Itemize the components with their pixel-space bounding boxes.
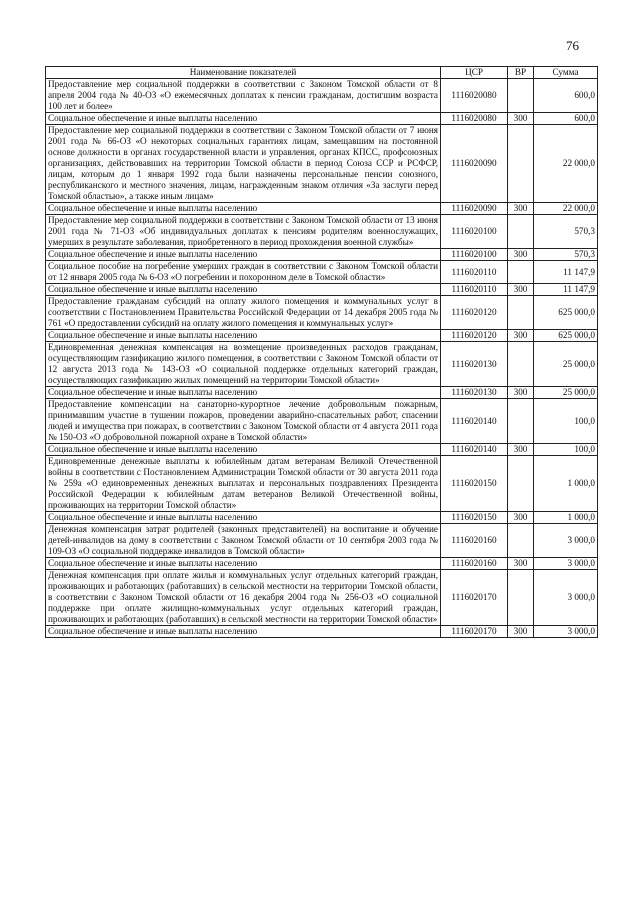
budget-table — [45, 66, 598, 638]
row-name-cell: Социальное обеспечение и иные выплаты населению — [46, 626, 441, 638]
row-vr-cell: 300 — [508, 558, 534, 570]
row-sum-cell: 25 000,0 — [534, 342, 598, 387]
table-row — [46, 626, 598, 638]
row-sum-cell: 3 000,0 — [534, 570, 598, 626]
row-sum-cell: 600,0 — [534, 113, 598, 125]
row-vr-cell — [508, 570, 534, 626]
row-csr-cell: 1116020140 — [441, 399, 508, 444]
row-csr-cell: 1116020090 — [441, 125, 508, 203]
row-sum-cell: 570,3 — [534, 249, 598, 261]
row-vr-cell — [508, 79, 534, 113]
table-row — [46, 570, 598, 626]
row-csr-cell: 1116020140 — [441, 444, 508, 456]
row-csr-cell: 1116020120 — [441, 296, 508, 330]
row-sum-cell: 3 000,0 — [534, 558, 598, 570]
header-csr: ЦСР — [441, 67, 508, 79]
row-vr-cell — [508, 524, 534, 558]
row-csr-cell: 1116020080 — [441, 79, 508, 113]
row-vr-cell: 300 — [508, 444, 534, 456]
row-vr-cell: 300 — [508, 330, 534, 342]
row-vr-cell: 300 — [508, 249, 534, 261]
row-csr-cell: 1116020110 — [441, 261, 508, 284]
row-csr-cell: 1116020170 — [441, 570, 508, 626]
table-row — [46, 330, 598, 342]
row-vr-cell: 300 — [508, 203, 534, 215]
row-name-cell: Единовременная денежная компенсация на возмещение произведенных расходов гражданам, осуществляющим газификацию жилого помещения, в соответствии с Законом Томской области от 12 августа 2013 года № 143-ОЗ «О социальной поддержке отдельных категорий граждан, осуществляющих газификацию жилых помещений на территории Томской области» — [46, 342, 441, 387]
row-csr-cell: 1116020130 — [441, 342, 508, 387]
row-csr-cell: 1116020130 — [441, 387, 508, 399]
table-row — [46, 215, 598, 249]
row-name-cell: Социальное обеспечение и иные выплаты населению — [46, 512, 441, 524]
table-row — [46, 444, 598, 456]
table-row — [46, 203, 598, 215]
row-sum-cell: 100,0 — [534, 444, 598, 456]
row-name-cell: Предоставление компенсации на санаторно-курортное лечение добровольным пожарным, принимавшим участие в тушении пожаров, проведении аварийно-спасательных работ, спасении людей и имущества при пожарах, в соответствии с Законом Томской области от 4 августа 2011 года № 150-ОЗ «О добровольной пожарной охране в Томской области» — [46, 399, 441, 444]
row-name-cell: Социальное обеспечение и иные выплаты населению — [46, 558, 441, 570]
row-vr-cell: 300 — [508, 284, 534, 296]
row-csr-cell: 1116020160 — [441, 558, 508, 570]
row-name-cell: Денежная компенсация при оплате жилья и коммунальных услуг отдельных категорий граждан, проживающих и работающих (работавших) в сельской местности на территории Томской области, в соответствии с Законом Томской области от 16 декабря 2004 года № 256-ОЗ «О социальной поддержке при оплате жилищно-коммунальных услуг отдельных категорий граждан, проживающих и работающих (работавших) в сельской местности на территории Томской области» — [46, 570, 441, 626]
table-row — [46, 125, 598, 203]
row-name-cell: Предоставление гражданам субсидий на оплату жилого помещения и коммунальных услуг в соответствии с Постановлением Правительства Российской Федерации от 14 декабря 2005 года № 761 «О предоставлении субсидий на оплату жилого помещения и коммунальных услуг» — [46, 296, 441, 330]
row-name-cell: Социальное обеспечение и иные выплаты населению — [46, 249, 441, 261]
row-vr-cell — [508, 215, 534, 249]
row-sum-cell: 1 000,0 — [534, 456, 598, 512]
row-sum-cell: 570,3 — [534, 215, 598, 249]
row-vr-cell — [508, 125, 534, 203]
header-vr: ВР — [508, 67, 534, 79]
row-vr-cell: 300 — [508, 113, 534, 125]
table-row — [46, 342, 598, 387]
row-vr-cell: 300 — [508, 387, 534, 399]
row-sum-cell: 25 000,0 — [534, 387, 598, 399]
row-csr-cell: 1116020100 — [441, 249, 508, 261]
row-csr-cell: 1116020080 — [441, 113, 508, 125]
table-row — [46, 249, 598, 261]
table-body — [46, 79, 598, 638]
row-name-cell: Денежная компенсация затрат родителей (законных представителей) на воспитание и обучение детей-инвалидов на дому в соответствии с Законом Томской области от 10 сентября 2003 года № 109-ОЗ «О социальной поддержке инвалидов в Томской области» — [46, 524, 441, 558]
row-sum-cell: 11 147,9 — [534, 284, 598, 296]
row-sum-cell: 22 000,0 — [534, 203, 598, 215]
table-row — [46, 387, 598, 399]
row-csr-cell: 1116020100 — [441, 215, 508, 249]
row-name-cell: Единовременные денежные выплаты к юбилейным датам ветеранам Великой Отечественной войны в соответствии с Постановлением Администрации Томской области от 30 августа 2011 года № 259а «О единовременных денежных выплатах и персональных поздравлениях Президента Российской Федерации к юбилейным датам ветеранов Великой Отечественной войны, проживающих на территории Томской области» — [46, 456, 441, 512]
row-name-cell: Предоставление мер социальной поддержки в соответствии с Законом Томской области от 8 апреля 2004 года № 40-ОЗ «О ежемесячных доплатах к пенсии гражданам, достигшим возраста 100 лет и более» — [46, 79, 441, 113]
table-row — [46, 558, 598, 570]
table-header-row — [46, 67, 598, 79]
row-vr-cell — [508, 296, 534, 330]
row-csr-cell: 1116020090 — [441, 203, 508, 215]
row-sum-cell: 3 000,0 — [534, 626, 598, 638]
row-vr-cell: 300 — [508, 512, 534, 524]
row-name-cell: Социальное обеспечение и иные выплаты населению — [46, 203, 441, 215]
table-row — [46, 524, 598, 558]
row-vr-cell: 300 — [508, 626, 534, 638]
table-row — [46, 113, 598, 125]
row-vr-cell — [508, 342, 534, 387]
row-name-cell: Социальное обеспечение и иные выплаты населению — [46, 444, 441, 456]
header-sum: Сумма — [534, 67, 598, 79]
header-name: Наименование показателей — [46, 67, 441, 79]
row-name-cell: Предоставление мер социальной поддержки в соответствии с Законом Томской области от 7 июня 2001 года № 66-ОЗ «О некоторых социальных гарантиях лицам, замещавшим на постоянной основе должности в органах государственной власти и управления, органах КПСС, профсоюзных организациях, действовавших на территории Томской области в период Союза ССР и РСФСР, лицам, которым до 1 января 1992 года были назначены персональные пенсии союзного, республиканского и местного значения, лицам, награжденным знаком отличия «За заслуги перед Томской областью», а также иным лицам» — [46, 125, 441, 203]
table-row — [46, 261, 598, 284]
row-name-cell: Социальное обеспечение и иные выплаты населению — [46, 330, 441, 342]
table-row — [46, 79, 598, 113]
row-vr-cell — [508, 456, 534, 512]
row-sum-cell: 100,0 — [534, 399, 598, 444]
row-csr-cell: 1116020150 — [441, 512, 508, 524]
row-sum-cell: 22 000,0 — [534, 125, 598, 203]
table-row — [46, 296, 598, 330]
row-vr-cell — [508, 399, 534, 444]
table-row — [46, 456, 598, 512]
row-name-cell: Предоставление мер социальной поддержки в соответствии с Законом Томской области от 13 июня 2001 года № 71-ОЗ «Об индивидуальных доплатах к пенсиям родителям военнослужащих, умерших в результате заболевания, приобретенного в период прохождения военной службы» — [46, 215, 441, 249]
row-name-cell: Социальное обеспечение и иные выплаты населению — [46, 284, 441, 296]
row-csr-cell: 1116020150 — [441, 456, 508, 512]
table-row — [46, 512, 598, 524]
row-name-cell: Социальное обеспечение и иные выплаты населению — [46, 113, 441, 125]
row-name-cell: Социальное пособие на погребение умерших граждан в соответствии с Законом Томской области от 12 января 2005 года № 6-ОЗ «О погребении и похоронном деле в Томской области» — [46, 261, 441, 284]
table-row — [46, 399, 598, 444]
row-sum-cell: 3 000,0 — [534, 524, 598, 558]
page-number: 76 — [566, 38, 579, 53]
row-csr-cell: 1116020110 — [441, 284, 508, 296]
row-sum-cell: 600,0 — [534, 79, 598, 113]
row-sum-cell: 11 147,9 — [534, 261, 598, 284]
row-csr-cell: 1116020170 — [441, 626, 508, 638]
row-vr-cell — [508, 261, 534, 284]
row-csr-cell: 1116020120 — [441, 330, 508, 342]
row-name-cell: Социальное обеспечение и иные выплаты населению — [46, 387, 441, 399]
row-sum-cell: 625 000,0 — [534, 296, 598, 330]
table-row — [46, 284, 598, 296]
row-sum-cell: 625 000,0 — [534, 330, 598, 342]
row-csr-cell: 1116020160 — [441, 524, 508, 558]
row-sum-cell: 1 000,0 — [534, 512, 598, 524]
